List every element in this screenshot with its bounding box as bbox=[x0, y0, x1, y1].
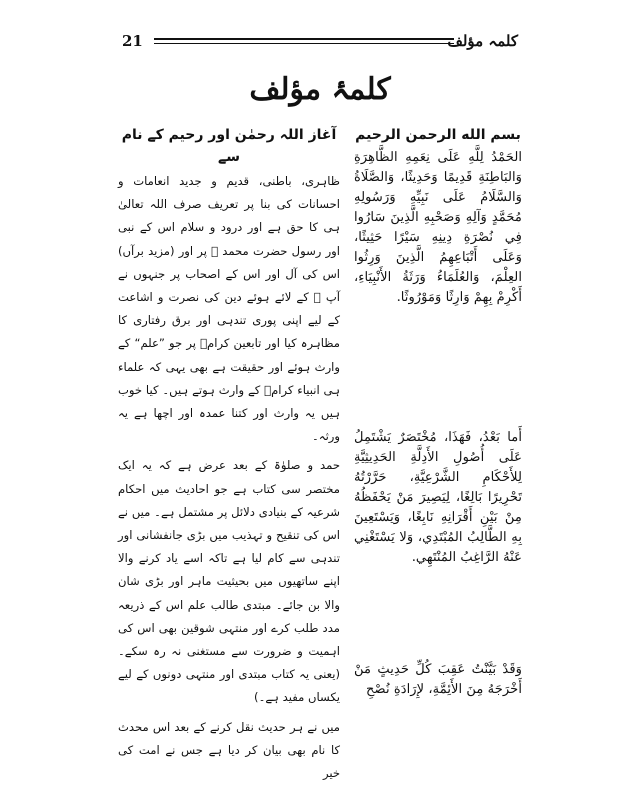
arabic-column bbox=[354, 124, 522, 700]
book-page bbox=[118, 20, 522, 781]
urdu-column bbox=[118, 124, 340, 785]
chapter-title: کلمۂ مؤلف bbox=[249, 72, 391, 107]
arabic-paragraph: أَما بَعْدُ، فَهَذَا، مُخْتَصَرٌ يَشْتَمِلُ عَلَى أُصُولِ الأَدِلَّةِ الحَدِيثِيَّةِ لِلأَحْكَامِ الشَّرْعِيَّةِ، حَرَّرْتُهُ تَحْرِيرًا بَالِغًا، لِيَصِيرَ مَنْ يَحْفَظُهُ مِنْ بَيْنِ أَقْرَانِهِ نَابِغًا، وَيَسْتَعِينَ بِهِ الطَّالِبُ المُبْتَدِي، وَلا يَسْتَغْنِي عَنْهُ الرَّاغِبُ المُنْتَهِي. bbox=[354, 430, 522, 565]
header-rule bbox=[154, 38, 454, 44]
urdu-paragraph: میں نے ہر حدیث نقل کرنے کے بعد اس محدث کا نام بھی بیان کر دیا ہے جس نے امت کی خیر bbox=[118, 719, 340, 781]
arabic-heading: بسم الله الرحمن الرحيم bbox=[355, 127, 521, 143]
arabic-paragraph: وَقَدْ بَيَّنْتُ عَقِبَ كُلِّ حَدِيثٍ مَنْ أَخْرَجَهُ مِنَ الأَئِمَّةِ، لإِرَادَةِ نُصْحِ bbox=[354, 662, 522, 697]
urdu-heading: آغاز اللہ رحمٰن اور رحیم کے نام سے bbox=[121, 127, 337, 165]
page-number: 21 bbox=[122, 32, 143, 50]
arabic-paragraph: الحَمْدُ لِلَّهِ عَلَى نِعَمِهِ الظَّاهِرَةِ وَالبَاطِنَةِ قَدِيمًا وَحَدِيثًا، وَالصَّلَاةُ وَالسَّلَامُ عَلَى نَبِيِّهِ وَرَسُولِهِ مُحَمَّدٍ وَآلِهِ وَصَحْبِهِ الَّذِينَ سَارُوا فِي نُصْرَةِ دِينِهِ سَيْرًا حَثِيثًا، وَعَلَى أَتْبَاعِهِمُ الَّذِينَ وَرِثُوا العِلْمَ، وَالعُلَمَاءُ وَرَثَةُ الأَنْبِيَاءِ، أَكْرِمْ بِهِمْ وَارِثًا وَمَوْرُوثًا. bbox=[354, 150, 522, 305]
running-header bbox=[118, 30, 522, 54]
urdu-paragraph: ظاہری، باطنی، قدیم و جدید انعامات و احسانات کی بنا پر تعریف صرف اللہ تعالیٰ ہی کا حق ہے اور درود و سلام اس کے نبی اور رسول حضرت محمد ﷺ پر اور (مزید برآں) اس کی آل اور اس کے اصحاب پر جنہوں نے آپ ﷺ کے لائے ہوئے دین کی نصرت و اشاعت کے لیے اپنی پوری تندہی اور برق رفتاری کا مظاہرہ کیا اور تابعین کرامؒ پر جو ”علم“ کے وارث ہوئے اور حقیقت ہے بھی یہی کہ علماء ہی انبیاء کرامؑ کے وارث ہوتے ہیں۔ کیا خوب ہیں یہ وارث اور کتنا عمدہ اور اچھا ہے یہ ورثہ۔ bbox=[118, 174, 340, 444]
urdu-paragraph: حمد و صلوٰۃ کے بعد عرض ہے کہ یہ ایک مختصر سی کتاب ہے جو احادیث میں احکام شرعیہ کے بنیادی دلائل پر مشتمل ہے۔ میں نے اس کی تنقیح و تہذیب میں بڑی جانفشانی اور تندہی سے کام لیا ہے تاکہ اسے یاد کرنے والا اپنے ساتھیوں میں بحیثیت ماہر اور بڑی شان والا بن جائے۔ مبتدی طالب علم اس کے ذریعہ مدد طلب کرے اور منتہی شوقین بھی اس کی اہمیت و ضرورت سے مستغنی نہ رہ سکے۔ (یعنی یہ کتاب مبتدی اور منتہی دونوں کے لیے یکساں مفید ہے۔) bbox=[118, 458, 340, 705]
running-title: کلمہ مؤلف bbox=[447, 32, 518, 50]
